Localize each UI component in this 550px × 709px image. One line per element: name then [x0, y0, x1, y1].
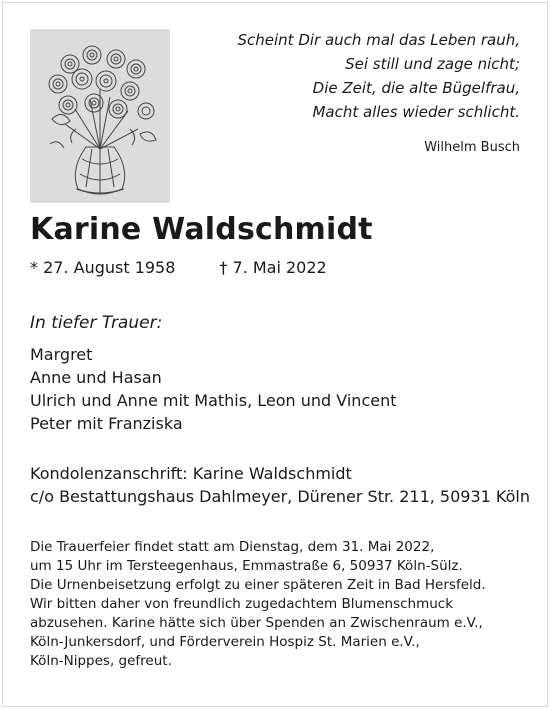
ceremony-info	[30, 538, 486, 671]
ceremony-line: um 15 Uhr im Tersteegenhaus, Emmastraße 6, 50937 Köln-Sülz.	[30, 558, 463, 574]
poem-author: Wilhelm Busch	[424, 140, 520, 155]
ceremony-line: abzusehen. Karine hätte sich über Spenden an Zwischenraum e.V.,	[30, 615, 483, 631]
ceremony-line: Wir bitten daher von freundlich zugedachtem Blumenschmuck	[30, 596, 454, 612]
condolence-address	[30, 462, 530, 508]
birth-date: * 27. August 1958	[30, 258, 176, 277]
death-date: † 7. Mai 2022	[219, 258, 327, 277]
poem-line: Sei still und zage nicht;	[345, 55, 520, 73]
poem-line: Macht alles wieder schlicht.	[312, 103, 520, 121]
mourner-item: Peter mit Franziska	[30, 414, 183, 433]
condolence-line: Kondolenzanschrift: Karine Waldschmidt	[30, 464, 352, 483]
condolence-line: c/o Bestattungshaus Dahlmeyer, Dürener Str. 211, 50931 Köln	[30, 487, 530, 506]
mourner-list	[30, 343, 397, 435]
flower-bouquet-vase-icon	[30, 29, 170, 203]
poem	[220, 28, 520, 124]
mourner-item: Ulrich und Anne mit Mathis, Leon und Vincent	[30, 391, 397, 410]
mourner-item: Margret	[30, 345, 93, 364]
life-dates	[30, 258, 327, 277]
ceremony-line: Köln-Nippes, gefreut.	[30, 653, 172, 669]
poem-line: Scheint Dir auch mal das Leben rauh,	[237, 31, 520, 49]
poem-line: Die Zeit, die alte Bügelfrau,	[312, 79, 520, 97]
ceremony-line: Die Trauerfeier findet statt am Dienstag, dem 31. Mai 2022,	[30, 539, 435, 555]
mourner-item: Anne und Hasan	[30, 368, 162, 387]
ceremony-line: Die Urnenbeisetzung erfolgt zu einer späteren Zeit in Bad Hersfeld.	[30, 577, 486, 593]
deceased-name: Karine Waldschmidt	[30, 212, 373, 247]
mourning-heading: In tiefer Trauer:	[30, 313, 163, 333]
ceremony-line: Köln-Junkersdorf, und Förderverein Hospiz St. Marien e.V.,	[30, 634, 420, 650]
